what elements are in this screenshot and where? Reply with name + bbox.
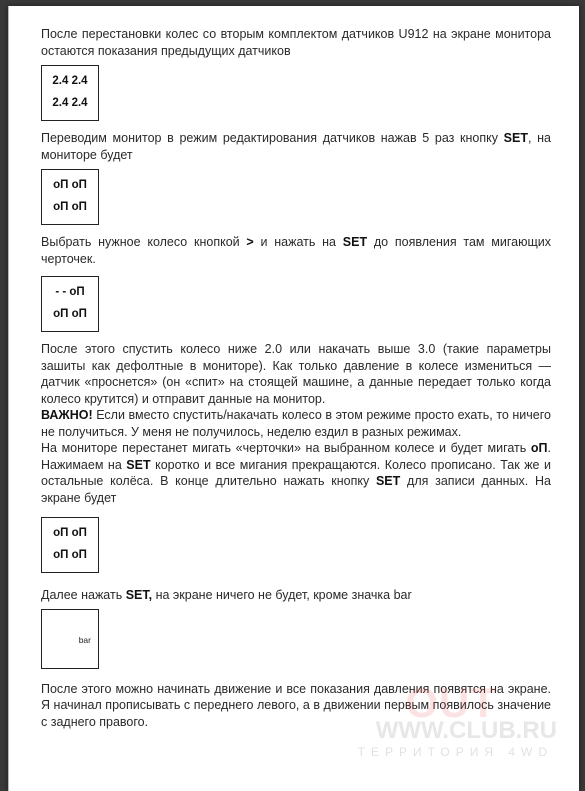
text-span: для записи данных. На экране будет	[41, 474, 551, 505]
arrow-keyword: >	[246, 235, 254, 249]
text-span: на экране ничего не будет, кроме значка bar	[152, 588, 412, 602]
display-row-2: оП оП	[53, 201, 87, 213]
set-keyword: SET	[503, 131, 528, 145]
display-row-1: оП оП	[53, 179, 87, 191]
important-keyword: ВАЖНО!	[41, 408, 93, 422]
paragraph-edit-mode	[41, 130, 551, 163]
text-span: Выбрать нужное колесо кнопкой	[41, 235, 247, 249]
text-span: коротко и все мигания прекращаются. Колесо прописано. Так же и остальные колёса. В конце длительно нажать кнопку	[41, 457, 551, 488]
watermark-logo: OUT	[405, 679, 497, 726]
display-row-2: оП оП	[53, 308, 87, 320]
paragraph-select-wheel	[41, 234, 551, 267]
text-span: , на мониторе будет	[41, 131, 551, 162]
display-row-1: 2.4 2.4	[52, 75, 88, 87]
set-keyword: SET	[126, 457, 151, 472]
text-span: Переводим монитор в режим редактирования датчиков нажав 5 раз кнопку	[41, 131, 504, 145]
watermark-url: WWW.CLUB.RU	[375, 717, 557, 744]
monitor-display-initial	[41, 65, 99, 121]
display-row-2: оП оП	[53, 549, 87, 561]
monitor-display-final	[41, 517, 99, 573]
text-span: до появления там мигающих черточек.	[41, 235, 551, 266]
paragraph-wheel-registered	[41, 440, 551, 506]
text-span: На мониторе перестанет мигать «черточки» на выбранном колесе и будет мигать	[41, 441, 531, 455]
document-content	[41, 26, 551, 730]
set-keyword: SET	[342, 235, 368, 249]
set-keyword: SET,	[125, 588, 153, 602]
display-row-1: оП оП	[53, 527, 87, 539]
paragraph-pressure-change: После этого спустить колесо ниже 2.0 или накачать выше 3.0 (такие параметры зашиты как дефолтные в мониторе). Как только давление в колесе измениться — датчик «проснется» (он «спит» на стоящей машине, а данные передает только когда колесо крутится) и отправит данные на монитор.	[41, 342, 551, 406]
paragraph-press-set	[41, 587, 551, 604]
monitor-display-dashes	[41, 276, 99, 332]
display-row-2: 2.4 2.4	[52, 97, 88, 109]
watermark-subtitle: ТЕРРИТОРИЯ 4WD	[357, 745, 553, 759]
text-span: Далее нажать	[41, 588, 126, 602]
paragraph-intro: После перестановки колес со вторым комплектом датчиков U912 на экране монитора остаются показания предыдущих датчиков	[41, 27, 551, 58]
monitor-display-bar	[41, 609, 99, 669]
text-span: и нажать на	[253, 235, 343, 249]
document-page	[8, 6, 579, 791]
text-span: . Нажимаем на	[41, 441, 551, 472]
bar-unit-label: bar	[78, 634, 91, 645]
monitor-display-edit	[41, 169, 99, 225]
paragraph-important	[41, 407, 551, 440]
display-row-1: - - оП	[55, 286, 85, 298]
set-keyword: SET	[375, 474, 401, 488]
op-keyword: оП	[530, 441, 548, 455]
text-span: Если вместо спустить/накачать колесо в этом режиме просто ехать, то ничего не получиться. У меня не получилось, неделю ездил в разных режимах.	[41, 408, 551, 439]
paragraph-start-driving: После этого можно начинать движение и все показания давления появятся на экране. Я начинал прописывать с переднего левого, а в движении первым появилось значение с заднего правого.	[41, 681, 551, 729]
